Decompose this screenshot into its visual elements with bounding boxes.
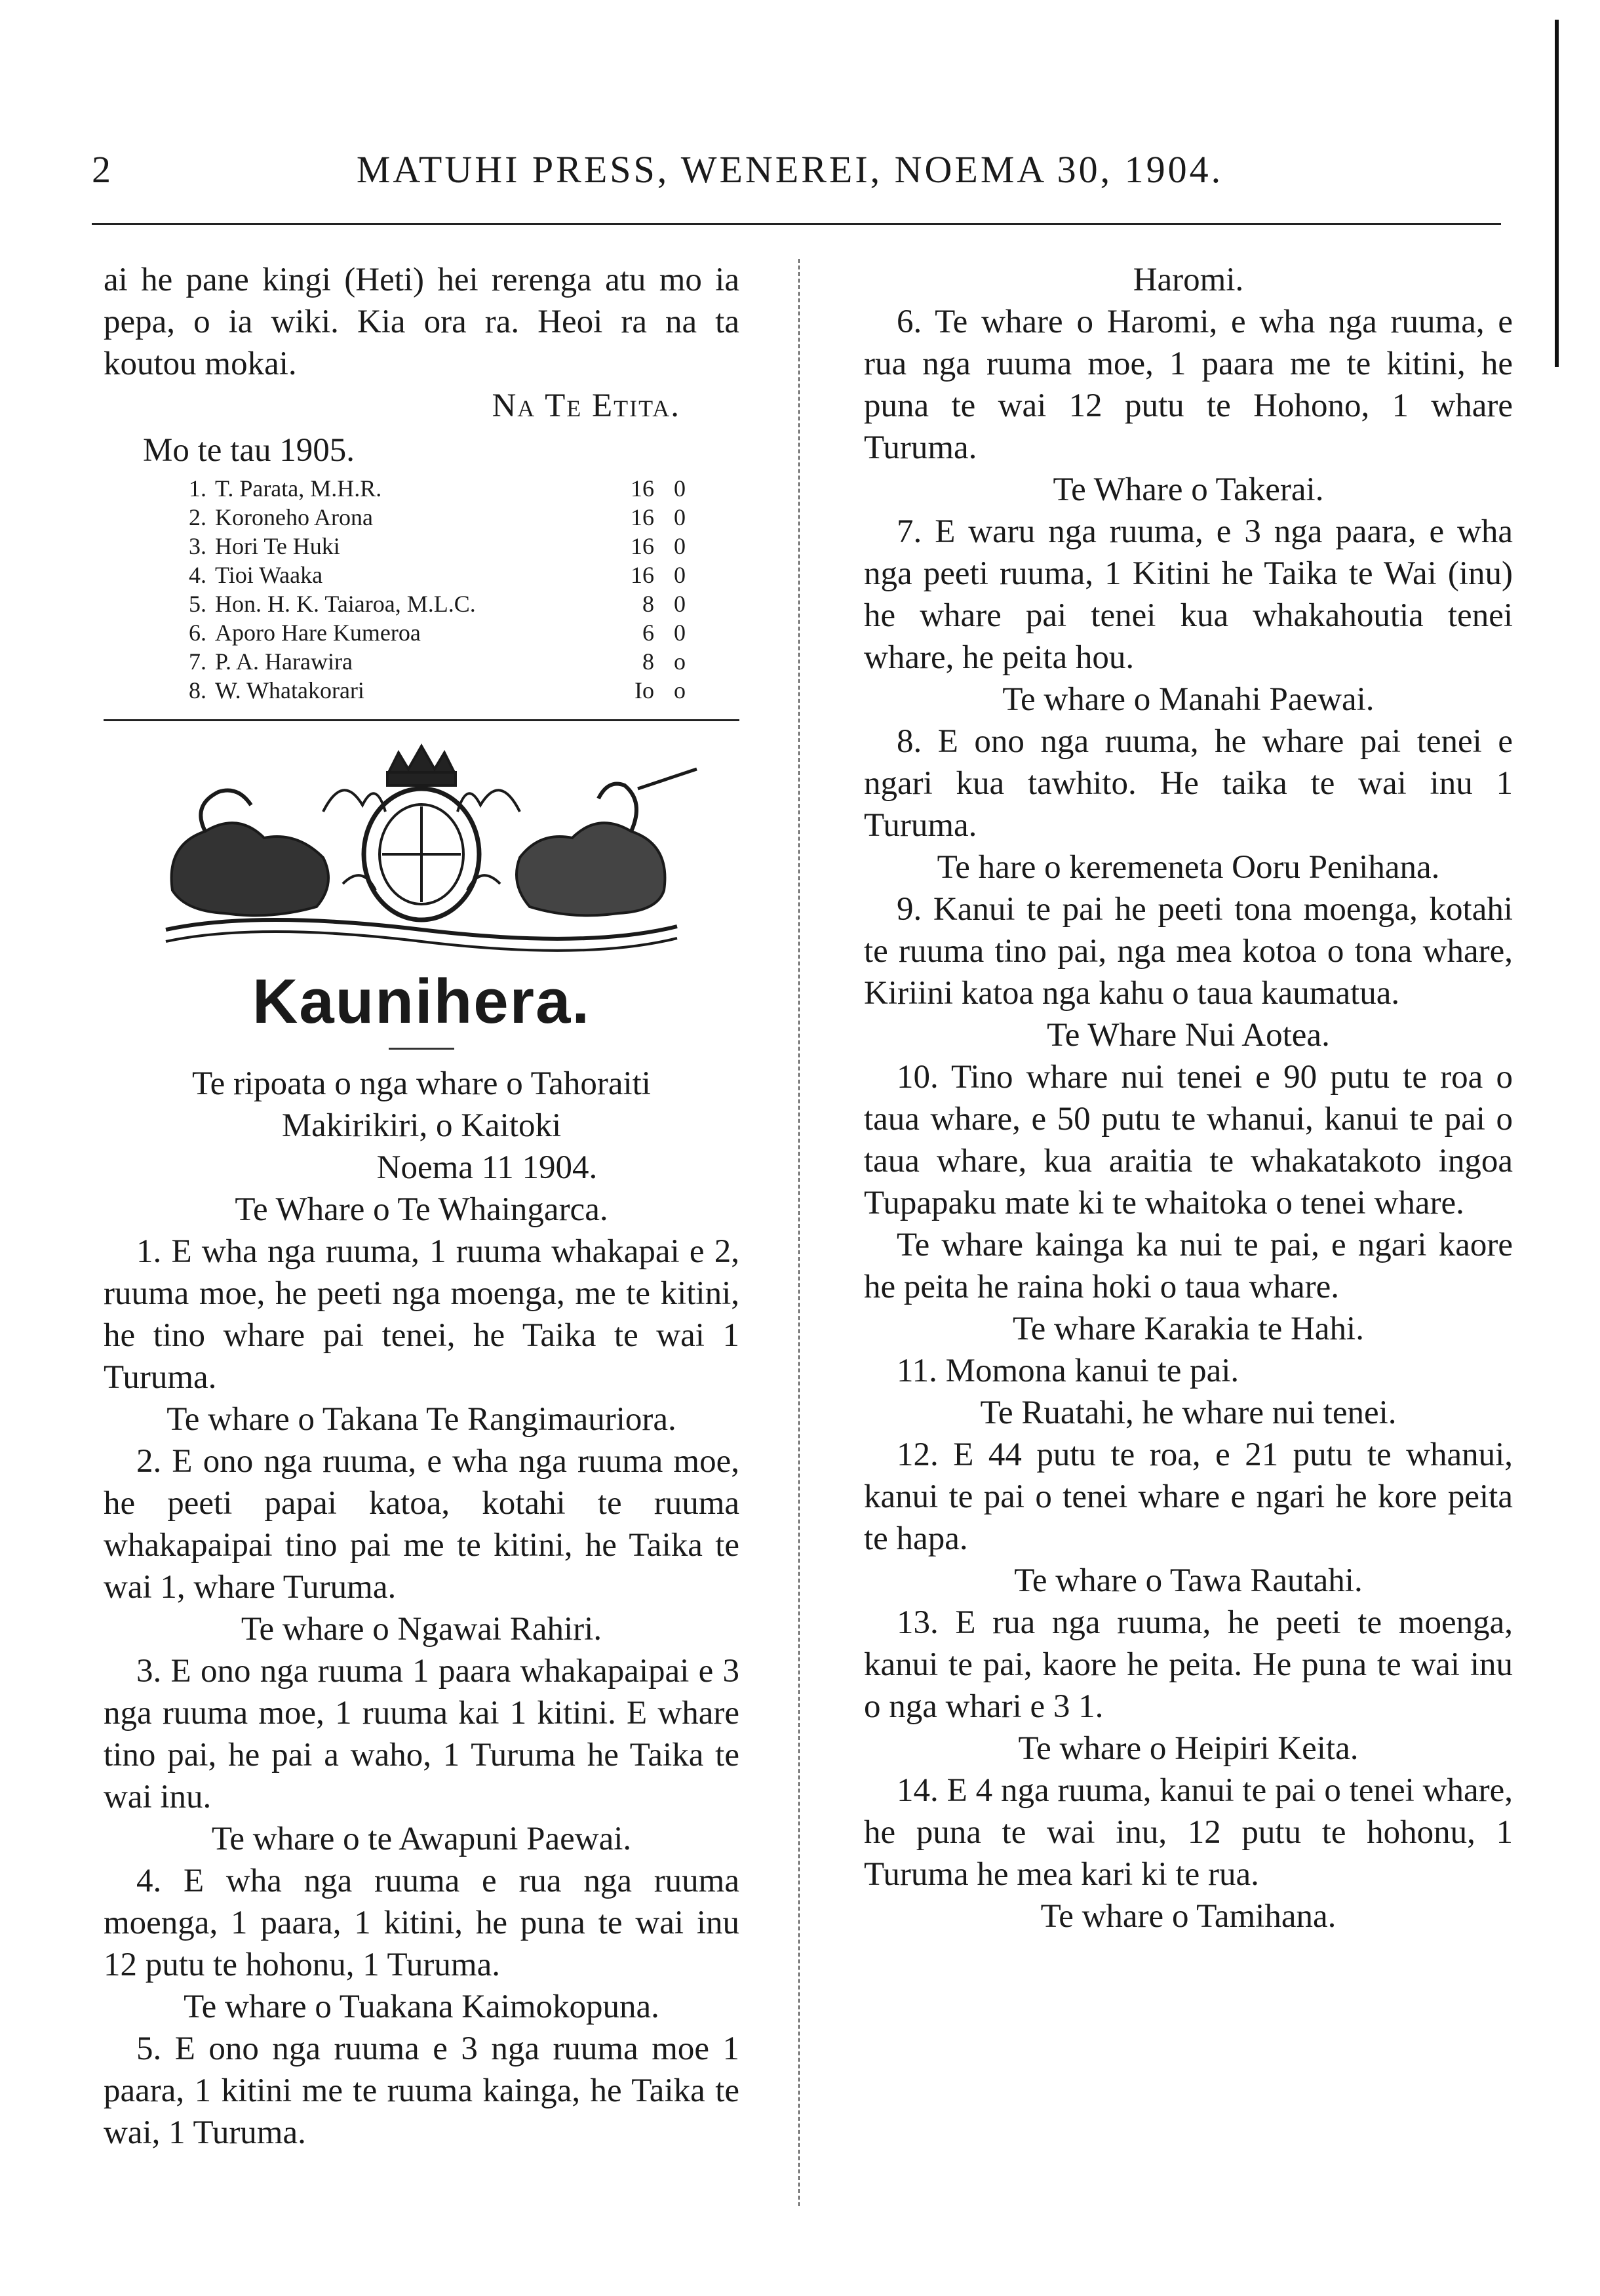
paragraph: 12. E 44 putu te roa, e 21 putu te whanui, kanui te pai o tenei whare e ngari he kore peita te hapa. <box>864 1436 1513 1557</box>
subscription-row <box>189 676 700 705</box>
subscriber-name: Hon. H. K. Taiaroa, M.L.C. <box>215 591 476 617</box>
subscriber-amount-1: 16 <box>631 475 654 502</box>
paragraph: 5. E ono nga ruuma e 3 nga ruuma moe 1 paara, 1 kitini me te ruuma kainga, he Taika te wai, 1 Turuma. <box>104 2030 739 2151</box>
subheading: Te whare o Takana Te Rangimauriora. <box>166 1401 676 1438</box>
subscriber-amount-2: 0 <box>674 562 686 588</box>
subscriber-number: 5. <box>189 591 206 617</box>
paragraph: 10. Tino whare nui tenei e 90 putu te roa o taua whare, e 50 putu te whanui, kanui te pai o taua whare, kua araitia te whakatakoto ingoa Tupapaku mate ki te whaitoka o tenei whare. <box>864 1059 1513 1221</box>
subscriptions-table <box>189 474 700 705</box>
subscriber-amount-2: 0 <box>674 504 686 530</box>
subscriber-amount-2: 0 <box>674 591 686 617</box>
paragraph: 14. E 4 nga ruuma, kanui te pai o tenei whare, he puna te wai inu, 12 putu te hohonu, 1 Turuma he mea kari ki te rua. <box>864 1772 1513 1893</box>
intro-paragraph: ai he pane kingi (Heti) hei rerenga atu mo ia pepa, o ia wiki. Kia ora ra. Heoi ra na ta koutou mokai. <box>104 262 739 382</box>
editor-signature: Na Te Etita. <box>492 387 680 424</box>
royal-coat-of-arms-icon <box>127 733 716 956</box>
paragraph: Te whare kainga ka nui te pai, e ngari kaore he peita he raina hoki o taua whare. <box>864 1227 1513 1305</box>
masthead-title: MATUHI PRESS, WENEREI, NOEMA 30, 1904. <box>356 148 1224 191</box>
subscriber-name: T. Parata, M.H.R. <box>215 475 382 502</box>
subheading: Te whare o te Awapuni Paewai. <box>211 1821 632 1857</box>
subheading: Te whare o Ngawai Rahiri. <box>241 1611 602 1648</box>
subheading: Te Ruatahi, he whare nui tenei. <box>980 1395 1397 1431</box>
right-column <box>864 259 1513 1937</box>
subscription-row <box>189 561 700 589</box>
section-heading: Kaunihera. <box>252 966 591 1037</box>
subheading: Te whare Karakia te Hahi. <box>1013 1311 1364 1347</box>
subscription-row <box>189 474 700 503</box>
subscriber-amount-2: 0 <box>674 533 686 559</box>
subscriber-amount-2: o <box>674 677 686 703</box>
subscriber-name: Aporo Hare Kumeroa <box>215 620 421 646</box>
right-article-body <box>864 259 1513 1937</box>
subheading: Te Whare o Takerai. <box>1053 471 1324 508</box>
heading-dash <box>389 1048 454 1050</box>
left-column <box>104 259 739 2154</box>
section-rule <box>104 719 739 721</box>
report-date: Noema 11 1904. <box>376 1149 598 1186</box>
subscriber-amount-2: 0 <box>674 475 686 502</box>
subscriber-number: 1. <box>189 475 206 502</box>
subscriber-number: 2. <box>189 504 206 530</box>
paragraph: 3. E ono nga ruuma 1 paara whakapaipai e 3 nga ruuma moe, 1 ruuma kai 1 kitini. E whare tino pai, he pai a waho, 1 Turuma he Taika te wai inu. <box>104 1653 739 1815</box>
column-divider <box>798 259 800 2206</box>
subscriber-amount-1: 8 <box>642 648 654 675</box>
report-line-1: Te ripoata o nga whare o Tahoraiti <box>192 1065 651 1102</box>
paragraph: 13. E rua nga ruuma, he peeti te moenga, kanui te pai, kaore he peita. He puna te wai inu o nga whari e 3 1. <box>864 1604 1513 1725</box>
page-header <box>92 148 1488 200</box>
report-line-2: Makirikiri, o Kaitoki <box>281 1107 562 1144</box>
subscriber-amount-1: 6 <box>642 620 654 646</box>
subheading: Te Whare o Te Whaingarca. <box>235 1191 608 1228</box>
subscription-row <box>189 532 700 561</box>
subscriber-name: P. A. Harawira <box>215 648 353 675</box>
subscriber-name: Koroneho Arona <box>215 504 373 530</box>
subscriber-amount-1: 16 <box>631 562 654 588</box>
subscription-row <box>189 647 700 676</box>
header-rule <box>92 223 1501 225</box>
subscriber-amount-2: 0 <box>674 620 686 646</box>
paragraph: 6. Te whare o Haromi, e wha nga ruuma, e rua nga ruuma moe, 1 paara me te kitini, he puna te wai 12 putu te Hohono, 1 whare Turuma. <box>864 304 1513 466</box>
subscription-row <box>189 503 700 532</box>
paragraph: 8. E ono nga ruuma, he whare pai tenei e ngari kua tawhito. He taika te wai inu 1 Turuma. <box>864 723 1513 844</box>
paragraph: 1. E wha nga ruuma, 1 ruuma whakapai e 2, ruuma moe, he peeti nga moenga, me te kitini, he tino whare pai tenei, he Taika te wai 1 Turuma. <box>104 1233 739 1396</box>
subheading: Te whare o Tuakana Kaimokopuna. <box>184 1989 659 2025</box>
paragraph: 2. E ono nga ruuma, e wha nga ruuma moe, he peeti papai katoa, kotahi te ruuma whakapaipai tino pai me te kitini, he Taika te wai 1, whare Turuma. <box>104 1443 739 1606</box>
subheading: Te whare o Tawa Rautahi. <box>1014 1562 1363 1599</box>
subscriber-amount-2: o <box>674 648 686 675</box>
subscriber-amount-1: 8 <box>642 591 654 617</box>
paragraph: 4. E wha nga ruuma e rua nga ruuma moenga, 1 paara, 1 kitini, he puna te wai inu 12 putu te hohonu, 1 Turuma. <box>104 1863 739 1983</box>
subscription-row <box>189 618 700 647</box>
subscriber-name: Tioi Waaka <box>215 562 323 588</box>
subscriber-name: W. Whatakorari <box>215 677 364 703</box>
subheading: Te whare o Tamihana. <box>1040 1898 1337 1935</box>
subscriber-number: 4. <box>189 562 206 588</box>
left-article-body <box>104 1189 739 2154</box>
subscriber-amount-1: Io <box>634 677 654 703</box>
subheading: Te whare o Manahi Paewai. <box>1002 681 1375 718</box>
subheading: Te Whare Nui Aotea. <box>1047 1017 1330 1054</box>
subscriber-number: 3. <box>189 533 206 559</box>
subscriptions-title: Mo te tau 1905. <box>143 432 355 469</box>
subscriber-number: 8. <box>189 677 206 703</box>
page-number: 2 <box>92 148 111 191</box>
paragraph: 9. Kanui te pai he peeti tona moenga, kotahi te ruuma tino pai, nga mea kotoa o tona whare, Kiriini katoa nga kahu o taua kaumatua. <box>864 891 1513 1012</box>
subscriber-number: 7. <box>189 648 206 675</box>
subscriber-amount-1: 16 <box>631 533 654 559</box>
paragraph: 7. E waru nga ruuma, e 3 nga paara, e wha nga peeti ruuma, 1 Kitini he Taika te Wai (inu) he whare pai tenei kua whakahoutia tenei whare, he peita hou. <box>864 513 1513 676</box>
edge-rule <box>1555 20 1559 367</box>
subscription-row <box>189 589 700 618</box>
subscriber-number: 6. <box>189 620 206 646</box>
subscriber-amount-1: 16 <box>631 504 654 530</box>
subheading: Te whare o Heipiri Keita. <box>1018 1730 1359 1767</box>
subheading: Haromi. <box>1133 262 1244 298</box>
paragraph: 11. Momona kanui te pai. <box>897 1353 1239 1389</box>
subscriber-name: Hori Te Huki <box>215 533 340 559</box>
subheading: Te hare o keremeneta Ooru Penihana. <box>937 849 1440 886</box>
